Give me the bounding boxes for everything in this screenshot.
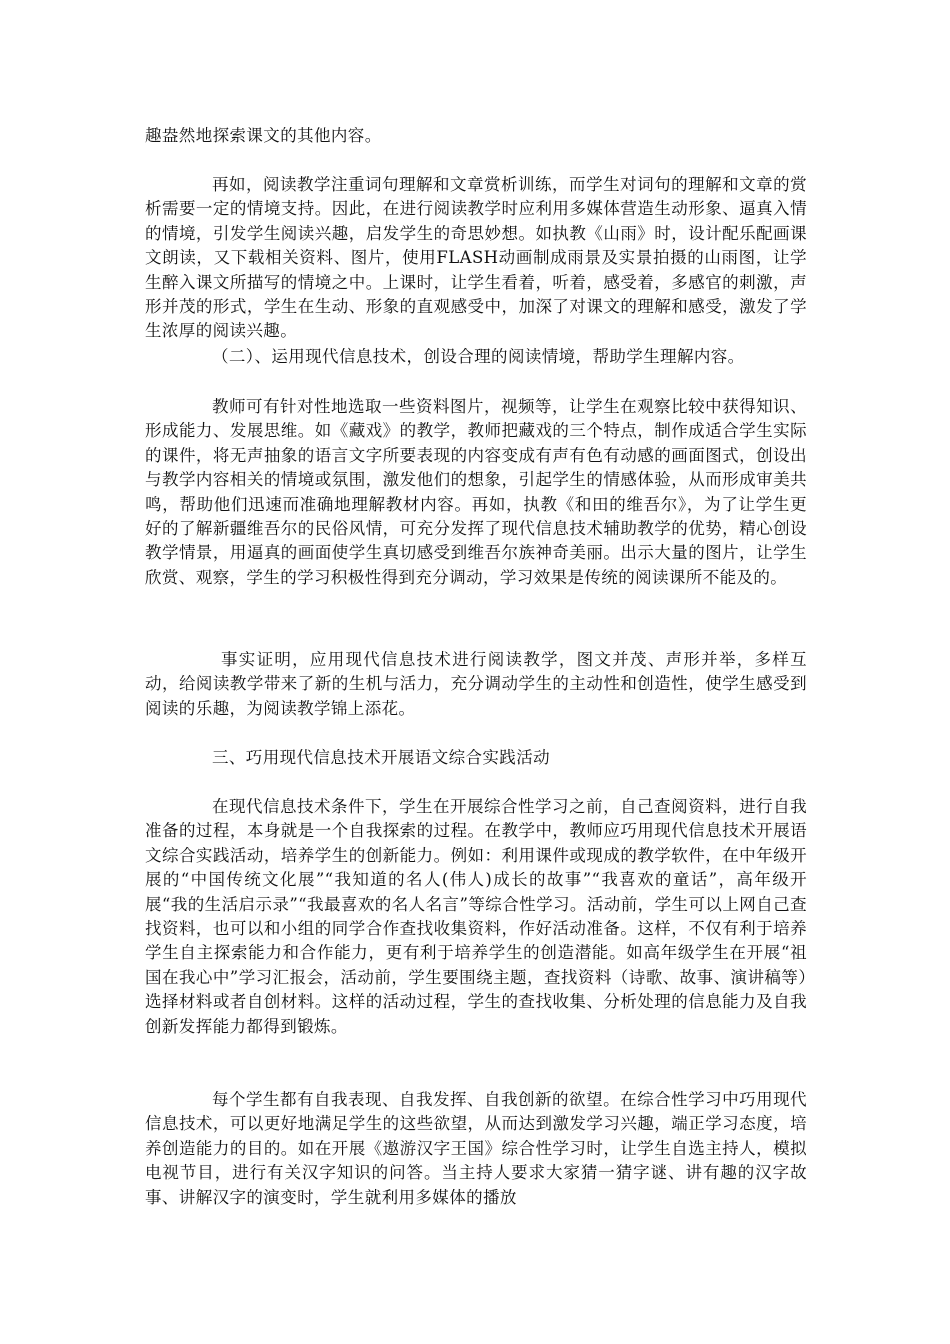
paragraph-comprehensive-practice: 在现代信息技术条件下，学生在开展综合性学习之前，自己查阅资料，进行自我准备的过程，本身就是一个自我探索的过程。在教学中，教师应巧用现代信息技术开展语文综合实践活动，培养学生的创新能力。例如：利用课件或现成的教学软件，在中年级开展的“中国传统文化展”“我知道的名人(伟人)成长的故事”“我喜欢的童话”，高年级开展“我的生活启示录”“我最喜欢的名人名言”等综合性学习。活动前，学生可以上网自己查找资料，也可以和小组的同学合作查找收集资料，作好活动准备。这样，不仅有利于培养学生自主探索能力和合作能力，更有利于培养学生的创造潜能。如高年级学生在开展“祖国在我心中”学习汇报会，活动前，学生要围绕主题，查找资料（诗歌、故事、演讲稿等）选择材料或者自创材料。这样的活动过程，学生的查找收集、分析处理的信息能力及自我创新发挥能力都得到锻炼。 (145, 797, 807, 1036)
paragraph-self-expression: 每个学生都有自我表现、自我发挥、自我创新的欲望。在综合性学习中巧用现代信息技术，可以更好地满足学生的这些欲望，从而达到激发学习兴趣，端正学习态度，培养创造能力的目的。如在开展《遨游汉字王国》综合性学习时，让学生自选主持人，模拟电视节目，进行有关汉字知识的问答。当主持人要求大家猜一猜字谜、讲有趣的汉字故事、讲解汉字的演变时，学生就利用多媒体的播放 (145, 1090, 807, 1207)
paragraph-continuation: 趣盎然地探索课文的其他内容。 (145, 126, 382, 145)
section-heading-2: （二）、运用现代信息技术，创设合理的阅读情境，帮助学生理解内容。 (212, 347, 745, 366)
paragraph-facts-prove: 事实证明，应用现代信息技术进行阅读教学，图文并茂、声形并举，多样互动，给阅读教学带来了新的生机与活力，充分调动学生的主动性和创造性，使学生感受到阅读的乐趣，为阅读教学锦上添花。 (145, 650, 807, 718)
paragraph-reading-teaching-example: 再如，阅读教学注重词句理解和文章赏析训练，而学生对词句的理解和文章的赏析需要一定的情境支持。因此，在进行阅读教学时应利用多媒体营造生动形象、逼真入情的情境，引发学生阅读兴趣，启发学生的奇思妙想。如执教《山雨》时，设计配乐配画课文朗读，又下载相关资料、图片，使用FLASH动画制成雨景及实景拍摄的山雨图，让学生醉入课文所描写的情境之中。上课时，让学生看着，听着，感受着，多感官的刺激，声形并茂的形式，学生在生动、形象的直观感受中，加深了对课文的理解和感受，激发了学生浓厚的阅读兴趣。 (145, 175, 807, 341)
section-heading-3: 三、巧用现代信息技术开展语文综合实践活动 (212, 748, 550, 767)
paragraph-image-resources: 教师可有针对性地选取一些资料图片，视频等，让学生在观察比较中获得知识、形成能力、发展思维。如《藏戏》的教学，教师把藏戏的三个特点，制作成适合学生实际的课件，将无声抽象的语言文字所要表现的内容变成有声有色有动感的画面图式，创设出与教学内容相关的情境或氛围，激发他们的想象，引起学生的情感体验，从而形成审美共鸣，帮助他们迅速而准确地理解教材内容。再如，执教《和田的维吾尔》，为了让学生更好的了解新疆维吾尔的民俗风情，可充分发挥了现代信息技术辅助教学的优势，精心创设教学情景，用逼真的画面使学生真切感受到维吾尔族神奇美丽。出示大量的图片，让学生欣赏、观察，学生的学习积极性得到充分调动，学习效果是传统的阅读课所不能及的。 (145, 397, 807, 587)
